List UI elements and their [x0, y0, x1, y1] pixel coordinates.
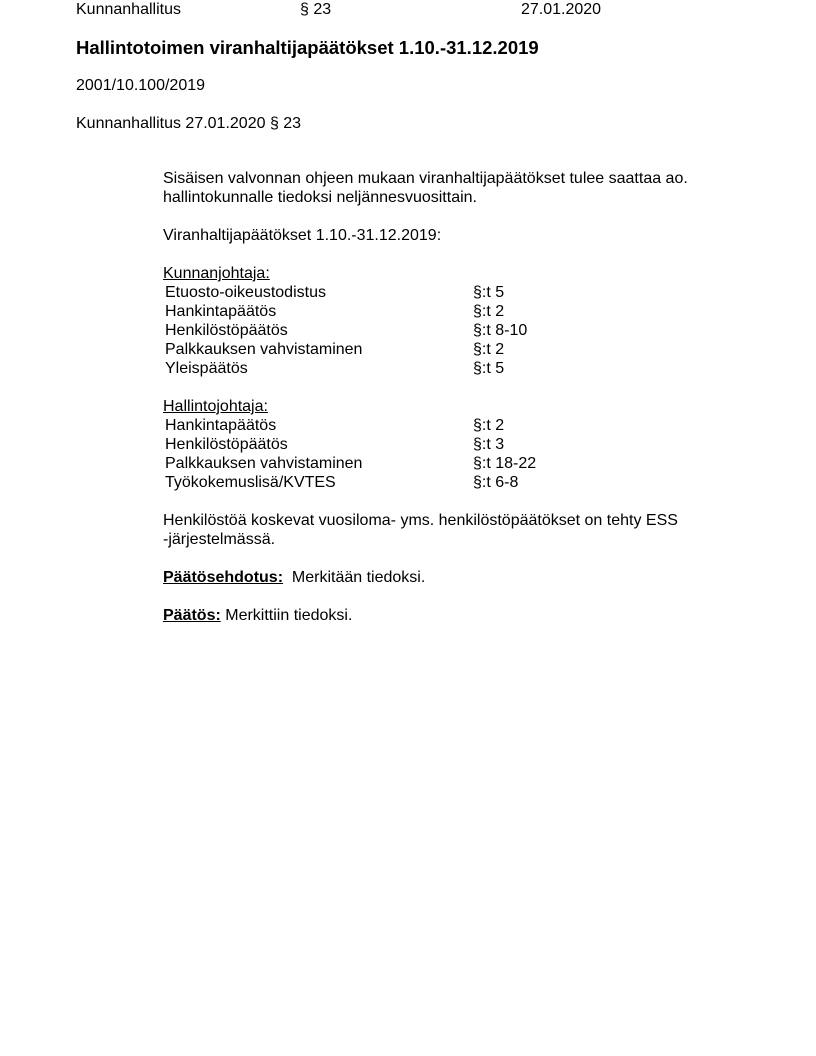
proposal-label: Päätösehdotus: — [163, 569, 284, 586]
decision-row — [163, 283, 723, 302]
decision-type: Palkkauksen vahvistaminen — [165, 455, 363, 472]
decision-sections: §:t 2 — [473, 341, 505, 358]
decision-row — [163, 302, 723, 321]
decision-type: Palkkauksen vahvistaminen — [165, 341, 363, 358]
decision-label: Päätös: — [163, 607, 221, 624]
reference-number: 2001/10.100/2019 — [76, 77, 206, 94]
header-date: 27.01.2020 — [521, 1, 602, 18]
decision-sections: §:t 6-8 — [473, 474, 519, 491]
intro-line-2: hallintokunnalle tiedoksi neljännesvuosittain. — [163, 189, 477, 206]
proposal-text: Merkitään tiedoksi. — [291, 569, 426, 586]
decision-sections: §:t 18-22 — [473, 455, 537, 472]
proposal-line — [163, 568, 723, 587]
decision-type: Henkilöstöpäätös — [165, 322, 288, 339]
decision-sections: §:t 5 — [473, 284, 505, 301]
document-title: Hallintotoimen viranhaltijapäätökset 1.10.-31.12.2019 — [76, 37, 539, 58]
section-title-hallintojohtaja: Hallintojohtaja: — [163, 398, 268, 415]
decision-sections: §:t 8-10 — [473, 322, 528, 339]
note-line-2: -järjestelmässä. — [163, 531, 276, 548]
decision-row — [163, 359, 723, 378]
decision-sections: §:t 2 — [473, 303, 505, 320]
decision-type: Etuosto-oikeustodistus — [165, 284, 326, 301]
decision-sections: §:t 2 — [473, 417, 505, 434]
header-section: § 23 — [300, 1, 332, 18]
section-title-kunnanjohtaja: Kunnanjohtaja: — [163, 265, 270, 282]
decision-line — [163, 606, 723, 625]
decision-row — [163, 454, 723, 473]
decision-row — [163, 321, 723, 340]
decision-row — [163, 473, 723, 492]
period-line: Viranhaltijapäätökset 1.10.-31.12.2019: — [163, 227, 442, 244]
decision-text: Merkittiin tiedoksi. — [225, 607, 353, 624]
header-body: Kunnanhallitus — [76, 1, 181, 18]
intro-line-1: Sisäisen valvonnan ohjeen mukaan viranhaltijapäätökset tulee saattaa ao. — [163, 170, 688, 187]
decision-type: Työkokemuslisä/KVTES — [165, 474, 336, 491]
note-line-1: Henkilöstöä koskevat vuosiloma- yms. henkilöstöpäätökset on tehty ESS — [163, 512, 678, 529]
decision-row — [163, 340, 723, 359]
decision-row — [163, 435, 723, 454]
decision-sections: §:t 5 — [473, 360, 505, 377]
meeting-line: Kunnanhallitus 27.01.2020 § 23 — [76, 115, 302, 132]
decision-type: Hankintapäätös — [165, 417, 277, 434]
decision-type: Yleispäätös — [165, 360, 248, 377]
decision-type: Hankintapäätös — [165, 303, 277, 320]
decision-type: Henkilöstöpäätös — [165, 436, 288, 453]
document-body — [163, 169, 723, 625]
decision-row — [163, 416, 723, 435]
decision-sections: §:t 3 — [473, 436, 505, 453]
